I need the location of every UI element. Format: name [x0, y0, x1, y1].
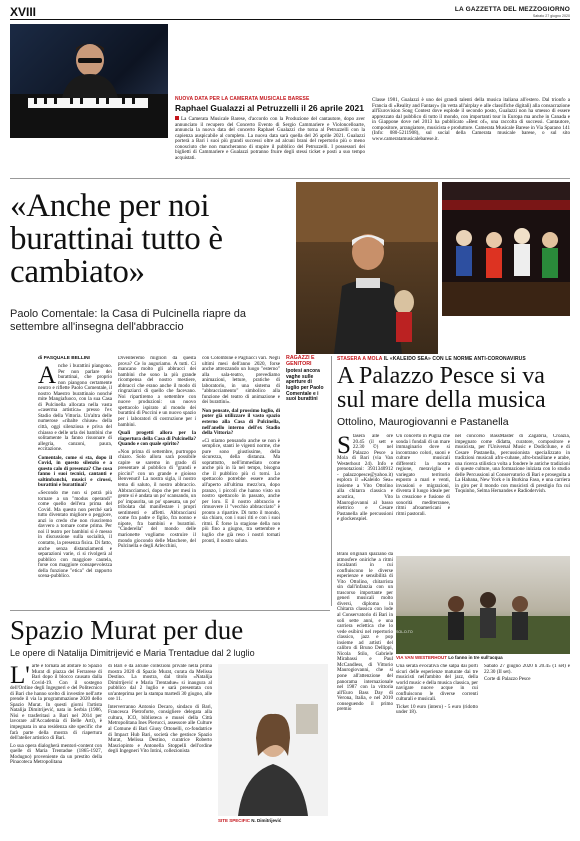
trio-photo: [396, 556, 570, 654]
page-number: XVIII: [10, 5, 37, 19]
pesce-col3-bottom: Sabato 27 giugno 2020 h 20.45 (1 set) e 22.30 (II set). Corte di Palazzo Pesce: [484, 664, 570, 683]
page-header: [10, 6, 570, 20]
sidebar-title: RAGAZZI E GENITORI: [286, 355, 315, 367]
top-story-headline: Raphael Gualazzi al Petruzzelli il 26 aprile 2021: [175, 103, 364, 113]
dropcap-s: S: [337, 434, 351, 459]
comentale-photo-art: [296, 182, 438, 354]
gualazzi-photo-art: [10, 24, 168, 138]
murat-photo: [218, 664, 328, 816]
puppet-story-title: «Anche per noi burattinai tutto è cambiato»: [10, 188, 223, 290]
murat-col1: L' arte è tornata ad abitare lo Spazio Murat di piazza del Ferrarese di Bari dopo il blocco causato dalla Covid-19. Con il sostegno dell'Ordine degli Ingegneri e del Politecnico di Bari che hanno scelto di investire nell'arte prende il via la programmazione 2020 dello Spazio Murat. In questi giorni l'artista Natalija Dimitrijević, nata in Serbia (1986, Nisi e trasferitasi a Bari nel 2014 per lavorare all'Accademia di Belle Arti), è impegnata in una residenza site specific che farà parte della mostra di riapertura dell'atelier artistico di Bari. Lo sua opera dialogherà mentori-content con quelle di Maria Trentadue (1865-1927, Modugno) proveniente da un prestito della Pinacoteca Metropolitana: [10, 664, 102, 766]
divider: [10, 178, 570, 179]
puppets-photo: [442, 182, 570, 316]
pesce-subtitle: Ottolino, Maurogiovanni e Pastanella: [337, 416, 509, 428]
sidebar-text: Ipotesi ancora vaghe sulle aperture di luglio per Paolo Comentale e i suoi burattini: [286, 368, 324, 403]
trio-caption: VIA VAN WESTERHOUT Lo fanno in tre sull'acqua: [396, 655, 503, 660]
pesce-col3-top: nel concorso BassMaster di Zagabria, Croazia, impegnato come didatta, curatore, compositore e musicista, per l'Universal Music e Dodicilune, e di Cesare Pastanella, percussionista specializzato in tradizioni musicali afro-cubane, afro-brasiliane e arabe, una ricerca stilistica volta a fondere le antiche tradizioni di queste culture, una formazione iniziata con lo studio delle Percussioni al Conservatorio di Bari e proseguita a La Habana, New York e in Burkina Faso, e una carriera in giro per il mondo con musicisti di prestigio fra cui Toquinho, Selma Hernandes e Radiodervish.: [455, 434, 570, 495]
murat-photo-art: [218, 664, 328, 816]
pesce-col2-top: Un concerto in Puglia che sonda i fondali di un mare immaginario dove si incontrano colori, suoni e culture musicali differenti: la nostra regione, meraviglia e variegato territorio esposto a mari e venti, invasioni e migrazioni, diventa il luogo ideale per la creazione e fusione di sonorità mediterranee, ritmi afroamericani e ritmi pastorali.: [396, 434, 450, 517]
murat-caption: SITE SPECIFIC N. Dimitrijević: [218, 818, 282, 823]
trio-photo-credit: SOL.D.TO: [396, 630, 413, 634]
dropcap-l: L': [10, 664, 30, 689]
column-divider: [331, 356, 332, 606]
trio-photo-art: [396, 556, 570, 654]
top-story-col1: La Camerata Musicale Barese, d'accordo con la Produzione del cantautore, dopo aver annunciato il recupero del Concerto Evento di Sergio Cammariere e Violoncelloarte, annuncia la nuova data del concerto Raphael Gualazzi che torna al Petruzzelli con la capienza auspicabile al completo. La nuova data sarà quella del 26 aprile 2021. Gualazzi porterà a Bari i suoi più grandi successi oltre ad alcuni brani del repertorio più o meno conosciuto che non mancheranno di stupire il pubblico del Petruzzelli. I possessori dei biglietti di Cammariere e Gualazzi potranno fruire degli stessi ticket e posti a suo tempo acquistati.: [175, 116, 365, 161]
puppet-col2: Diventeremo migliori da questa prova? Ce lo auguriamo. A tutti. Ci mancano molto gli abbracci dei bambini che sono la più grande ricompensa del nostro mestiere, abbracci che erano anche il modo di ringraziarci di quello che facevano. Noi ripartiremo a settembre con nuove produzioni: un nuovo spettacolo ispirato al mondo dei burattini di Puccini e un nuovo spazio per i laboratori di costruzione per i bambini. Quali progetti allora per la riapertura della Casa di Pulcinella? Quando e con quale spirito? «Non prima di settembre, purtroppo chiaro. Solo allora sarà possibile capire se saremo in grado di presentare al pubblico di "grandi e piccini" con un grande e gioioso Benvenuti! La nostra sigla, il nostro tema di saluto, il nostro abbraccio. Abbracciamoci, dopo che per mesi in gente si è andata un po' scansando, un po' impaurita, un po' spaesata, un po' tribolata dal manifestare i propri sentimenti e affetti. Abbracciarsi come fra padre e figlio, fra nonno e nipote, fra bambini e burattini. "Cinderella" del mondo delle marionette vogliamo costruire il mondo giocondo delle Maschere, del Pulcinella e degli Arlecchini,: [118, 356, 196, 550]
murat-title: Spazio Murat per due: [10, 615, 244, 645]
puppet-col3: con Colombine e Pagliacci vari. Negli ultimi mesi dell'anno 2020, forse anche attrezzando un luogo "esterno" alla sala-teatro, prevediamo animazioni, letture, pratiche di laboratorio, in una sistema di "abbracciamento" simbolico alla funzione del teatro di animazione e dei burattini». Non pensate, dal prossimo luglio, di poter già utilizzare il vasto spazio esterno alla Casa di Pulcinella, nell'anello interno dell'ex Stadio della Vittoria? «Ci stiamo pensando anche se non è semplice, stanti le vigenti norme, che pure sono giustissime, della sicurezza, della distanza. Ma soprattutto, nell'immediato come anche più in là nel tempo, bisogna che il pubblico più ci torni. Lo spettacolo potrebbe essere anche all'aperto all'ultima mezz'ora, dopo pranzo, i piccoli che hanno visto un nostro spettacolo in passato, anche per loro. E il nostro abbraccio e rimuovere il "vecchio abbracciato" è pronto a ripartire. Di tutto il mondo, sia chiaro, con i suoi riti e con i suoi ritmi. È forse la stagione della non più fino a giugno, tra settembre e luglio che già reso i nostri tornati pronti, il nostro saluto.: [202, 356, 280, 544]
puppet-col1: Anche i burattini piangono. Per non parlare dei burattinai, che proprio non piangono certamente neutro e riflette Paolo Comentale, il nostro Maestro burattinaio nonché mite Mangiafuoco, con la sua Casa di Pulcinella allocata nella vasta «caserma artistica» presso l'ex Stadio della Vittoria. Un'altra delle numerose «ribalte chiuse» della città, oggi silenziosa e priva del chiasso e delle urla dei bambini che solitamente la fanno risuonare di allegria, canzoni, paura, eccitazione. Comentale, come si sta, dopo il Covid, in questo silenzio e a questo calo di presenza? Che cosa fanno i suoi tecnici, cantanti e saltimbanchi, musici e cirossi, burattini e burattinai? «Secondo me non si potrà più tornare a un "modus operandi" come quello dell'era prima del Covid. Ma questo non perché sarà tutto diventato migliore o peggiore, anzi io credo che non riusciremo davvero a tornare come prima. Per noi il teatro per bambini si è messo in discussione sulla socialità, il contatto, la presenza fisica. Di fatto, anche senza distanziamenti e separazioni varie, ci si rivolgerà al pubblico con maggiore cautela, forse con maggiore consapevolezza della funzione "etica" del rapporto scena-pubblico.: [38, 362, 112, 580]
murat-subtitle: Le opere di Natalija Dimitrijević e Maria Trentadue dal 2 luglio: [10, 648, 255, 658]
dropcap-a: A: [38, 362, 57, 389]
issue-date: Sabato 27 giugno 2020: [532, 14, 570, 18]
pesce-title: A Palazzo Pesce si va sul mare della musica: [337, 363, 546, 413]
puppet-byline: di PASQUALE BELLINI: [38, 356, 90, 361]
puppets-photo-art: [442, 182, 570, 316]
divider: [10, 610, 330, 611]
masthead: LA GAZZETTA DEL MEZZOGIORNO: [454, 6, 570, 13]
square-bullet-icon: [175, 116, 179, 120]
pesce-col1-top: Stasera alle ore 20.45 (il sett e 22.30 ©) nel Palazzo Pesce a Mola di Bari (via Van Westerhout 24). Info e prenotazioni: 3931340912 - palazzopesce@yahoo.it) esplora il «Kaleido Sea» insieme a Vito Ottolino alla chitarra classica e acustica, Vito Maurogiovanni al basso elettrico e Cesare Pastanella alle percussioni e glockenspiel.: [337, 434, 393, 523]
top-story-kicker: NUOVA DATA PER LA CAMERATA MUSICALE BARESE: [175, 96, 310, 102]
puppet-story-subtitle: Paolo Comentale: la Casa di Pulcinella riapre da settembre all'insegna dell'abbraccio: [10, 308, 247, 333]
top-story-col2: Classe 1981, Gualazzi è uno dei grandi talenti della musica italiana all'estero. Dal trionfo a Francia di «Reality and Fantasy» (in vetta all'airplay e alle classifiche digitali) alla consacrazione all'Eurovision Song Contest dove esplode il secondo posto, Gualazzi non ha smesso di essere apprezzato dal pubblico di tutto il mondo, con importanti tour in Europa ma anche in Canada e in Giappone dove nel 2013 ha pubblicato «Best of», una raccolta di successi. Cantautore, compositore, arrangiatore, musicista e produttore. Camerata Musicale Barese in Via Sparano 141 (Info: 080-5211908), sul social della Camerata musicale barese, o sul sito www.cameratamusicalebarese.it.: [372, 97, 570, 142]
puppet-sidebar: [286, 356, 326, 403]
pesce-col1-bottom: Brani originali spaziano da atmosfere oniriche a ritmi incalzanti in cui confluiscono le diverse esperienze e sensibilità di Vito Ottolino, chitarrista sin dall'infanzia con un trascorso importante per generi musicali molto diversi, diploma in Chitarra classica con lode al Conservatorio di Bari in soli sette anni, e una carriera eclettica che lo vede esibirsi nel repertorio classico, jazz e pop insieme ad artisti del calibro di Bruno Dellippi, Nicola Stilo, Gabriele Mirabassi e Paul McCandless, di Vittorio Maurogiovanni, che si pone all'attenzione del panorama internazionale nel 1987 con la vittoria all'Euro Bass Day di Verona, Italia, e nel 2010 conseguendo il primo premio: [337, 552, 393, 713]
comentale-photo: [296, 182, 438, 354]
gualazzi-photo: [10, 24, 168, 138]
pesce-col2-bottom: Una serata evocativa che salpa dai porti sicuri delle esperienze maturate dai tre musicisti nell'ambito del jazz, della world music e della musica classica, per navigare nuove acque in cui confluiscono le diverse correnti culturali e musicali. Ticket 10 euro (intero) - 5 euro (ridotto under 18).: [396, 664, 478, 716]
pesce-kicker: STASERA A MOLA IL «KALEIDO SEA» CON LE NORME ANTI-CORONAVIRUS: [337, 356, 526, 362]
murat-col2: di Bari e da alcune collezioni private nella prima mostra 2020 di Spazio Murat, curata da Melissa Destino. La mostra, dal titolo «Natalija Dimitrijević e Maria Trentadue» si inaugura al pubblico dal 2 luglio e sarà presentata con un'anteprima per la stampa martedì 30 giugno, alle ore 11. Interverranno Antonio Decaro, sindaco di Bari, Francesca Pietroforte, consigliere delegata alla cultura, ICO, biblioteca e musei della Città Metropolitana Ines Pierucci, assessore alle Culture al Comune di Bari Giusy Ottonelli, co-fondatrice di Impact Hub Bari, società che gestisce Spazio Murat, Melissa Destino, curatrice Roberto Masciopinto e Antonella Stoppelli dell'ordine degli Ingegneri Vito Intini, collezionista: [108, 664, 212, 755]
